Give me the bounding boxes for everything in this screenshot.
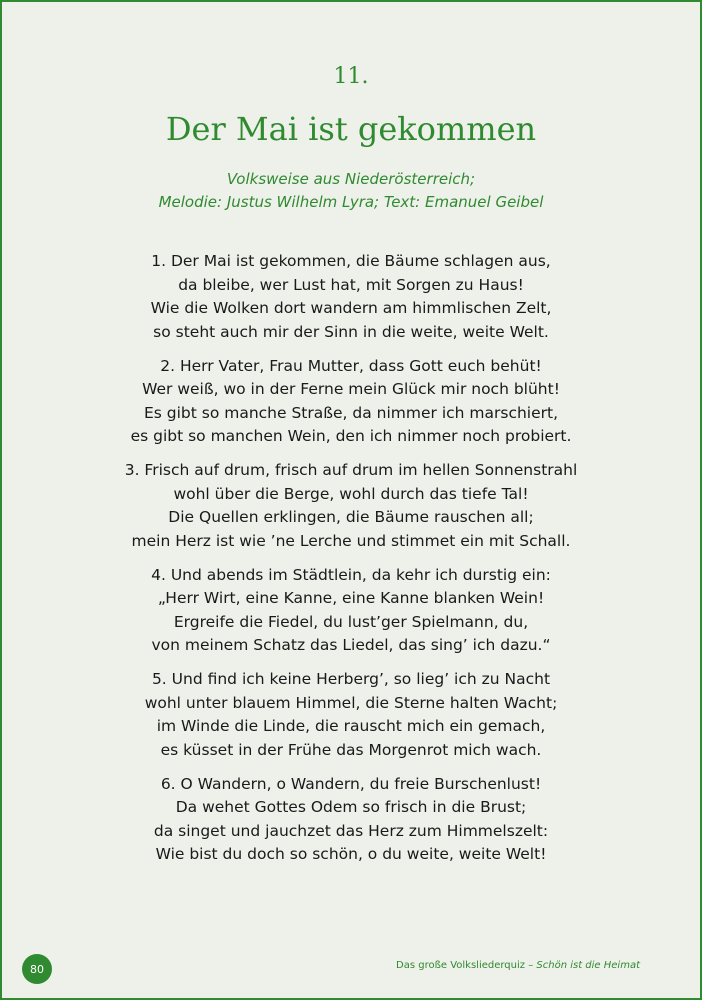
verse-3 bbox=[2, 459, 700, 553]
verse-1 bbox=[2, 250, 700, 344]
verse-line: im Winde die Linde, die rauscht mich ein gemach, bbox=[156, 717, 546, 735]
verse-line: 1. Der Mai ist gekommen, die Bäume schlagen aus, bbox=[151, 252, 551, 270]
verse-line: so steht auch mir der Sinn in die weite, weite Welt. bbox=[153, 322, 549, 341]
credits-authors-line: Melodie: Justus Wilhelm Lyra; Text: Emanuel Geibel bbox=[158, 193, 544, 211]
running-footer bbox=[396, 960, 640, 971]
verse-line: 6. O Wandern, o Wandern, du freie Burschenlust! bbox=[160, 774, 542, 793]
verse-line: von meinem Schatz das Liedel, das sing’ ich dazu.“ bbox=[151, 636, 551, 654]
verse-line: 4. Und abends im Städtlein, da kehr ich durstig ein: bbox=[151, 565, 551, 584]
verse-line: mein Herz ist wie ’ne Lerche und stimmet ein mit Schall. bbox=[131, 531, 571, 550]
book-title: Das große Volksliederquiz – bbox=[396, 960, 537, 971]
verse-line: Die Quellen erklingen, die Bäume rauschen all; bbox=[168, 508, 534, 526]
verse-line: Wie die Wolken dort wandern am himmlischen Zelt, bbox=[150, 299, 552, 317]
lyrics bbox=[2, 250, 700, 877]
verse-line: da singet und jauchzet das Herz zum Himmelszelt: bbox=[153, 821, 549, 840]
credits-origin-line: Volksweise aus Niederösterreich; bbox=[226, 170, 476, 188]
verse-line: Ergreife die Fiedel, du lust’ger Spielmann, du, bbox=[173, 612, 529, 631]
verse-5 bbox=[2, 668, 700, 762]
verse-line: „Herr Wirt, eine Kanne, eine Kanne blanken Wein! bbox=[157, 589, 545, 607]
verse-line: Da wehet Gottes Odem so frisch in die Brust; bbox=[175, 798, 527, 816]
verse-2 bbox=[2, 355, 700, 449]
verse-line: wohl über die Berge, wohl durch das tiefe Tal! bbox=[173, 484, 529, 503]
verse-line: Wie bist du doch so schön, o du weite, weite Welt! bbox=[155, 845, 547, 863]
verse-line: da bleibe, wer Lust hat, mit Sorgen zu Haus! bbox=[178, 275, 524, 294]
verse-line: Wer weiß, wo in der Ferne mein Glück mir noch blüht! bbox=[142, 380, 560, 398]
song-number: 11. bbox=[333, 64, 369, 89]
verse-4 bbox=[2, 564, 700, 658]
verse-line: es küsset in der Frühe das Morgenrot mich wach. bbox=[160, 740, 542, 759]
page-number: 80 bbox=[30, 962, 44, 976]
verse-line: 3. Frisch auf drum, frisch auf drum im hellen Sonnenstrahl bbox=[124, 461, 578, 479]
verse-line: Es gibt so manche Straße, da nimmer ich marschiert, bbox=[143, 403, 559, 422]
verse-line: es gibt so manchen Wein, den ich nimmer noch probiert. bbox=[130, 427, 572, 445]
page-number-badge bbox=[22, 954, 52, 984]
book-subtitle: Schön ist die Heimat bbox=[536, 960, 640, 971]
song-credits bbox=[2, 168, 700, 214]
verse-line: 2. Herr Vater, Frau Mutter, dass Gott euch behüt! bbox=[160, 356, 542, 375]
verse-line: wohl unter blauem Himmel, die Sterne halten Wacht; bbox=[144, 693, 558, 712]
verse-line: 5. Und find ich keine Herberg’, so lieg’ ich zu Nacht bbox=[151, 670, 551, 688]
song-title: Der Mai ist gekommen bbox=[165, 110, 537, 148]
verse-6 bbox=[2, 773, 700, 867]
